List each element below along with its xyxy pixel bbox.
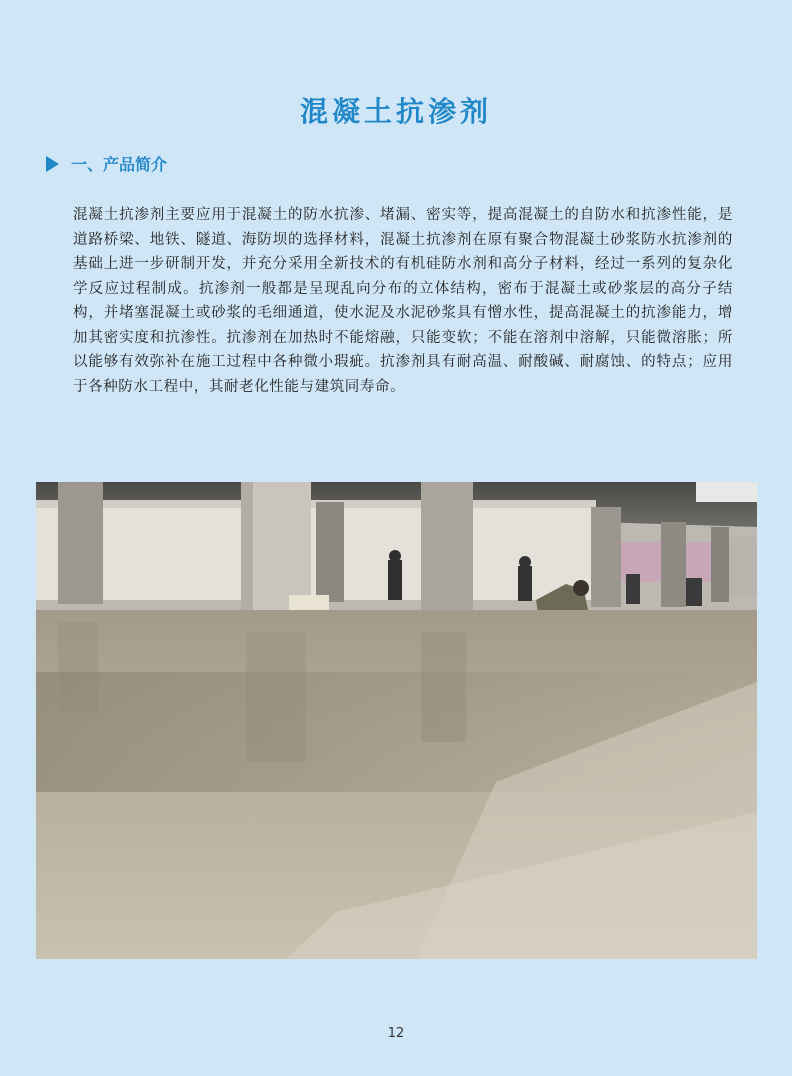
intro-paragraph: 混凝土抗渗剂主要应用于混凝土的防水抗渗、堵漏、密实等，提高混凝土的自防水和抗渗性能，是道路桥梁、地铁、隧道、海防坝的选择材料，混凝土抗渗剂在原有聚合物混凝土砂浆防水抗渗剂的基础上进一步研制开发，并充分采用全新技术的有机硅防水剂和高分子材料，经过一系列的复杂化学反应过程制成。抗渗剂一般都是呈现乱向分布的立体结构，密布于混凝土或砂浆层的高分子结构，并堵塞混凝土或砂浆的毛细通道，使水泥及水泥砂浆具有憎水性，提高混凝土的抗渗能力，增加其密实度和抗渗性。抗渗剂在加热时不能熔融，只能变软；不能在溶剂中溶解，只能微溶胀；所以能够有效弥补在施工过程中各种微小瑕疵。抗渗剂具有耐高温、耐酸碱、耐腐蚀、的特点；应用于各种防水工程中，其耐老化性能与建筑同寿命。 [73, 207, 733, 395]
section-heading-text: 一、产品简介 [71, 155, 168, 174]
section-heading [46, 152, 167, 175]
construction-photo [36, 482, 757, 959]
page-number: 12 [387, 1026, 405, 1041]
page-title: 混凝土抗渗剂 [299, 95, 492, 128]
triangle-right-icon [46, 156, 59, 172]
